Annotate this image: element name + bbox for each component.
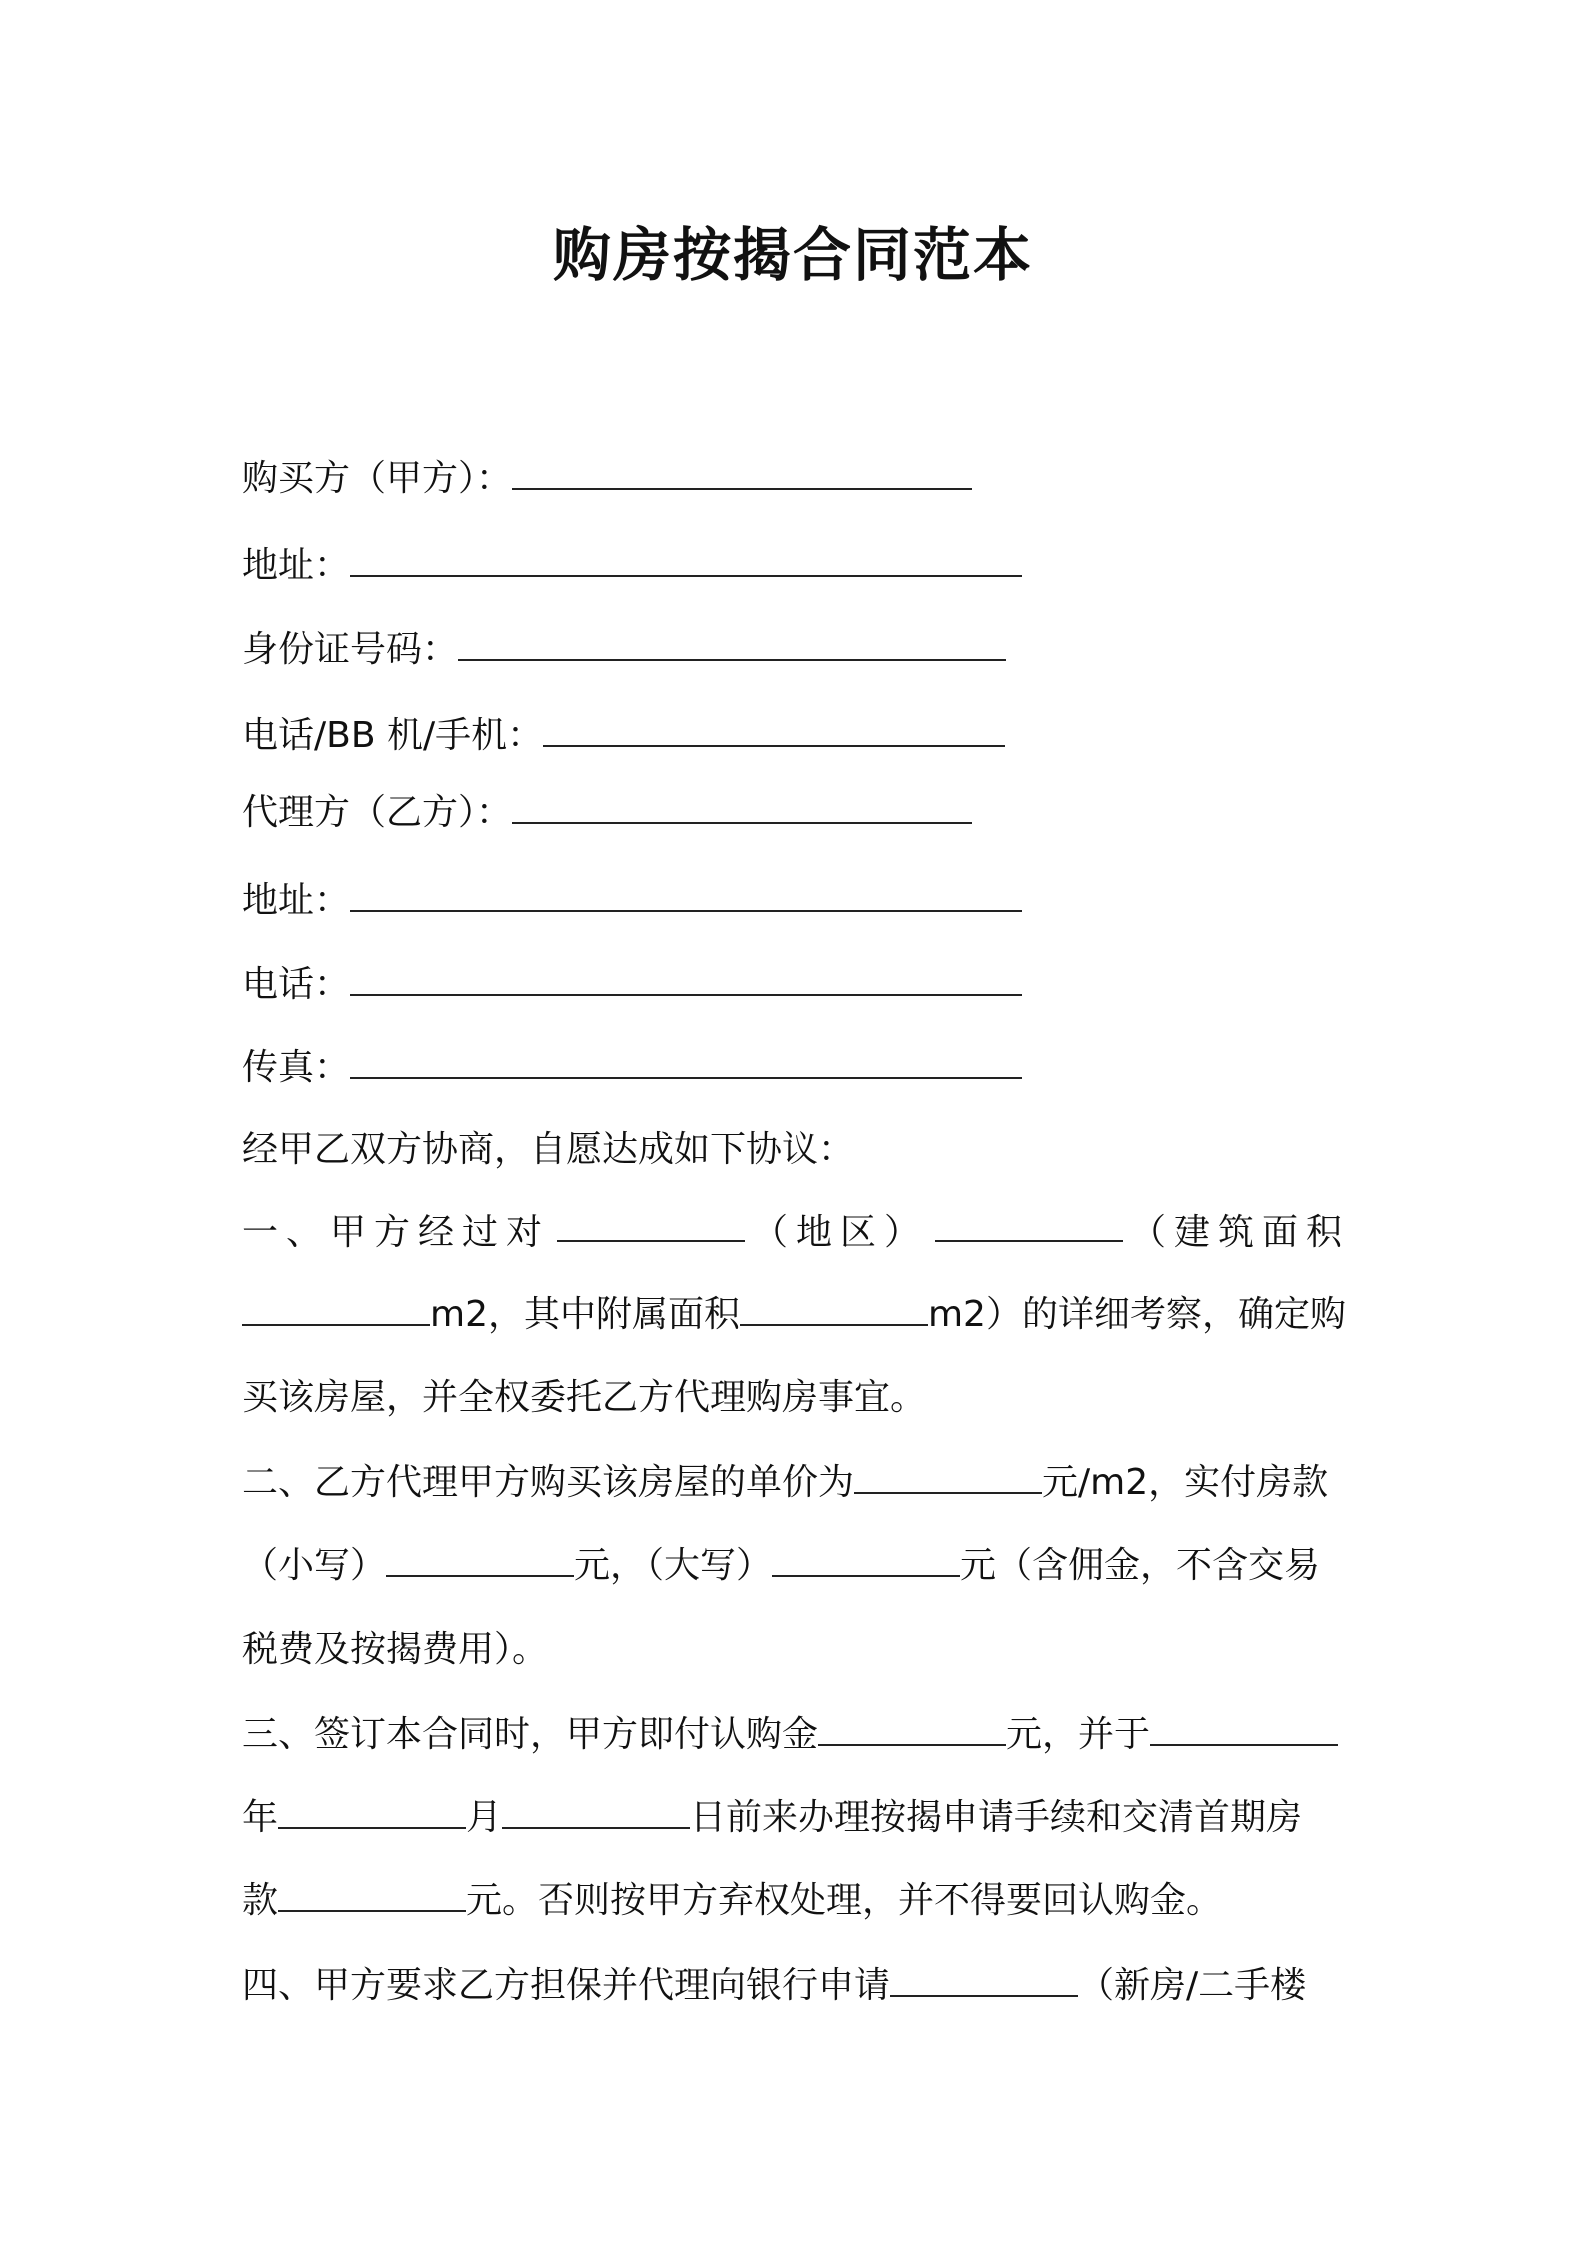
fax-line [242,1045,1022,1091]
clause2-price-blank[interactable] [854,1462,1042,1494]
agent-address-label: 地址： [242,880,351,921]
clause1-attached-blank[interactable] [740,1294,928,1326]
agent-phone-label: 电话： [242,964,351,1005]
phone-line [242,713,1005,759]
clause3-year-blank[interactable] [1150,1714,1338,1746]
buyer-label: 购买方（甲方）： [242,458,513,499]
clause1-line3: 买该房屋，并全权委托乙方代理购房事宜。 [242,1377,927,1418]
clause2-big-blank[interactable] [772,1545,960,1577]
clause3-day-blank[interactable] [502,1797,690,1829]
phone-label: 电话/BB 机/手机： [242,715,544,756]
clause3-payment-blank[interactable] [278,1880,466,1912]
clause3-line2 [242,1795,1302,1841]
clause1-e: m2）的详细考察，确定购 [927,1294,1346,1335]
clause3-line1 [242,1712,1338,1758]
clause4-type-blank[interactable] [890,1965,1078,1997]
agent-label: 代理方（乙方）： [242,792,513,833]
clause2-line1 [242,1460,1328,1506]
clause1-line1 [242,1210,1350,1256]
id-blank[interactable] [458,629,1006,661]
document-title: 购房按揭合同范本 [552,221,1033,289]
clause3-f: 款 [242,1880,279,1921]
clause3-c: 年 [242,1797,279,1838]
clause2-small-blank[interactable] [386,1545,574,1577]
agent-blank[interactable] [512,792,972,824]
intro-line: 经甲乙双方协商，自愿达成如下协议： [242,1129,855,1170]
buyer-address-line [242,543,1022,589]
clause3-b: 元，并于 [1006,1714,1151,1755]
id-label: 身份证号码： [242,629,459,670]
buyer-line [242,456,972,502]
clause1-d: m2，其中附属面积 [430,1294,740,1335]
clause2-c: （小写） [242,1545,387,1586]
clause2-a: 二、乙方代理甲方购买该房屋的单价为 [242,1462,855,1503]
agent-phone-line [242,962,1022,1008]
clause4-line1 [242,1963,1306,2009]
agent-address-line [242,878,1022,924]
clause2-b: 元/m2，实付房款 [1042,1462,1329,1503]
agent-line [242,790,972,836]
buyer-blank[interactable] [512,458,972,490]
clause1-line2 [242,1292,1346,1338]
clause2-e: 元（含佣金，不含交易 [960,1545,1321,1586]
clause4-b: （新房/二手楼 [1078,1965,1307,2006]
clause1-region-blank[interactable] [557,1210,745,1242]
clause1-b: （地区） [751,1212,928,1253]
clause1-area2-blank[interactable] [242,1294,430,1326]
clause4-a: 四、甲方要求乙方担保并代理向银行申请 [242,1965,891,2006]
clause2-line3: 税费及按揭费用）。 [242,1629,549,1670]
buyer-address-label: 地址： [242,545,351,586]
clause2-d: 元，（大写） [574,1545,773,1586]
agent-phone-blank[interactable] [350,964,1022,996]
fax-label: 传真： [242,1047,351,1088]
clause1-a: 一、甲方经过对 [242,1212,551,1253]
id-line [242,627,1006,673]
agent-address-blank[interactable] [350,880,1022,912]
fax-blank[interactable] [350,1047,1022,1079]
clause1-c: （建筑面积 [1129,1212,1350,1253]
clause3-deposit-blank[interactable] [818,1714,1006,1746]
clause3-g: 元。否则按甲方弃权处理，并不得要回认购金。 [466,1880,1223,1921]
clause3-a: 三、签订本合同时，甲方即付认购金 [242,1714,819,1755]
clause3-line3 [242,1878,1222,1924]
clause2-line2 [242,1543,1320,1589]
buyer-address-blank[interactable] [350,545,1022,577]
clause3-e: 日前来办理按揭申请手续和交清首期房 [690,1797,1303,1838]
clause3-d: 月 [466,1797,503,1838]
clause1-area-blank[interactable] [935,1210,1123,1242]
clause3-month-blank[interactable] [278,1797,466,1829]
phone-blank[interactable] [543,715,1005,747]
